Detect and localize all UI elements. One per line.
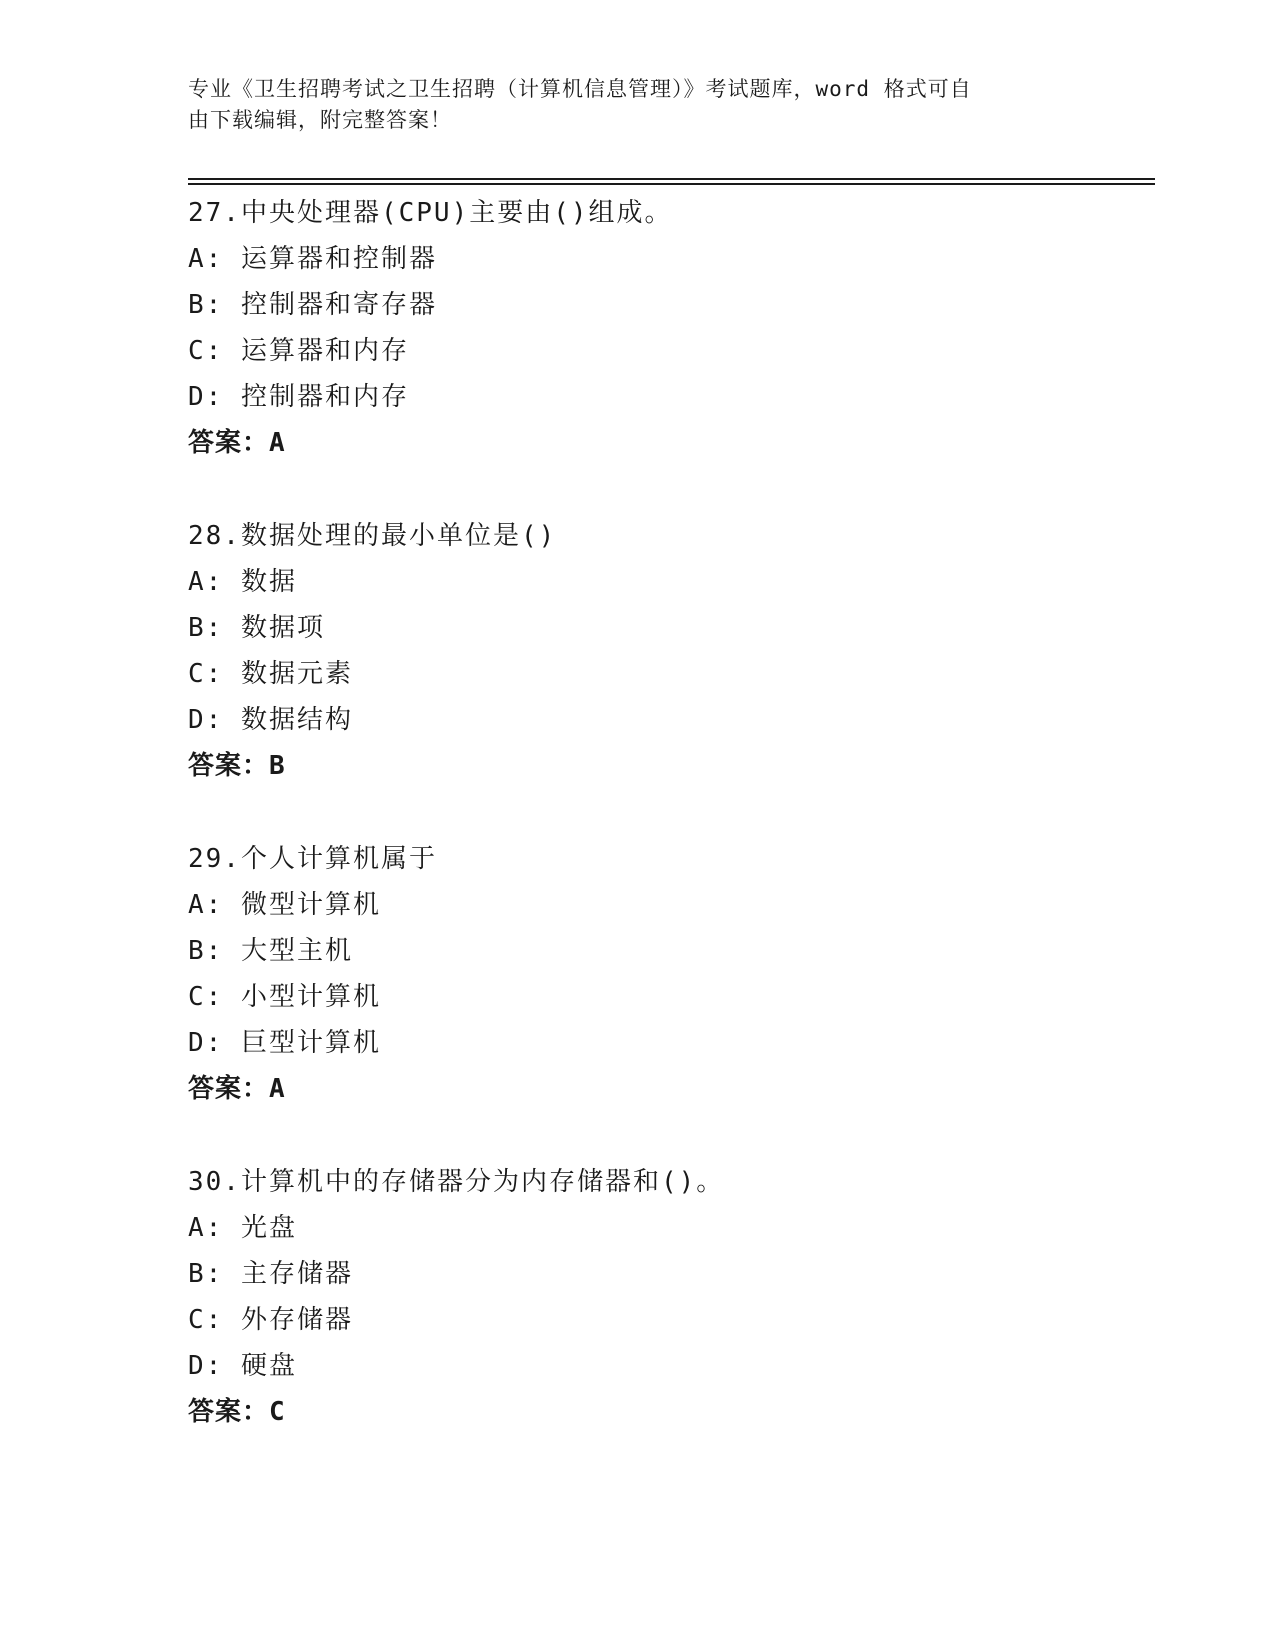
header-rule-top: [188, 178, 1155, 180]
option-a: A: 数据: [188, 567, 297, 597]
answer-line: 答案：B: [188, 751, 286, 781]
option-d: D: 巨型计算机: [188, 1028, 381, 1058]
question-stem: 27.中央处理器(CPU)主要由()组成。: [188, 198, 673, 228]
option-d: D: 控制器和内存: [188, 382, 409, 412]
question-28: [188, 513, 1148, 789]
header-line-1: 专业《卫生招聘考试之卫生招聘（计算机信息管理）》考试题库，word 格式可自: [188, 77, 972, 101]
header-rule-bottom: [188, 183, 1155, 185]
option-c: C: 小型计算机: [188, 982, 381, 1012]
option-c: C: 外存储器: [188, 1305, 353, 1335]
option-b: B: 大型主机: [188, 936, 353, 966]
answer-line: 答案：A: [188, 1074, 286, 1104]
option-b: B: 控制器和寄存器: [188, 290, 437, 320]
option-a: A: 微型计算机: [188, 890, 381, 920]
option-d: D: 数据结构: [188, 705, 353, 735]
question-list: [188, 190, 1148, 1482]
option-b: B: 主存储器: [188, 1259, 353, 1289]
answer-line: 答案：C: [188, 1397, 286, 1427]
document-header: [188, 74, 1068, 136]
question-27: [188, 190, 1148, 466]
question-stem: 30.计算机中的存储器分为内存储器和()。: [188, 1167, 725, 1197]
option-d: D: 硬盘: [188, 1351, 297, 1381]
option-c: C: 数据元素: [188, 659, 353, 689]
option-c: C: 运算器和内存: [188, 336, 409, 366]
header-line-2: 由下载编辑，附完整答案！: [188, 108, 452, 132]
option-a: A: 光盘: [188, 1213, 297, 1243]
option-a: A: 运算器和控制器: [188, 244, 437, 274]
question-stem: 29.个人计算机属于: [188, 844, 437, 874]
option-b: B: 数据项: [188, 613, 325, 643]
question-29: [188, 836, 1148, 1112]
question-stem: 28.数据处理的最小单位是(): [188, 521, 557, 551]
question-30: [188, 1159, 1148, 1435]
answer-line: 答案：A: [188, 428, 286, 458]
